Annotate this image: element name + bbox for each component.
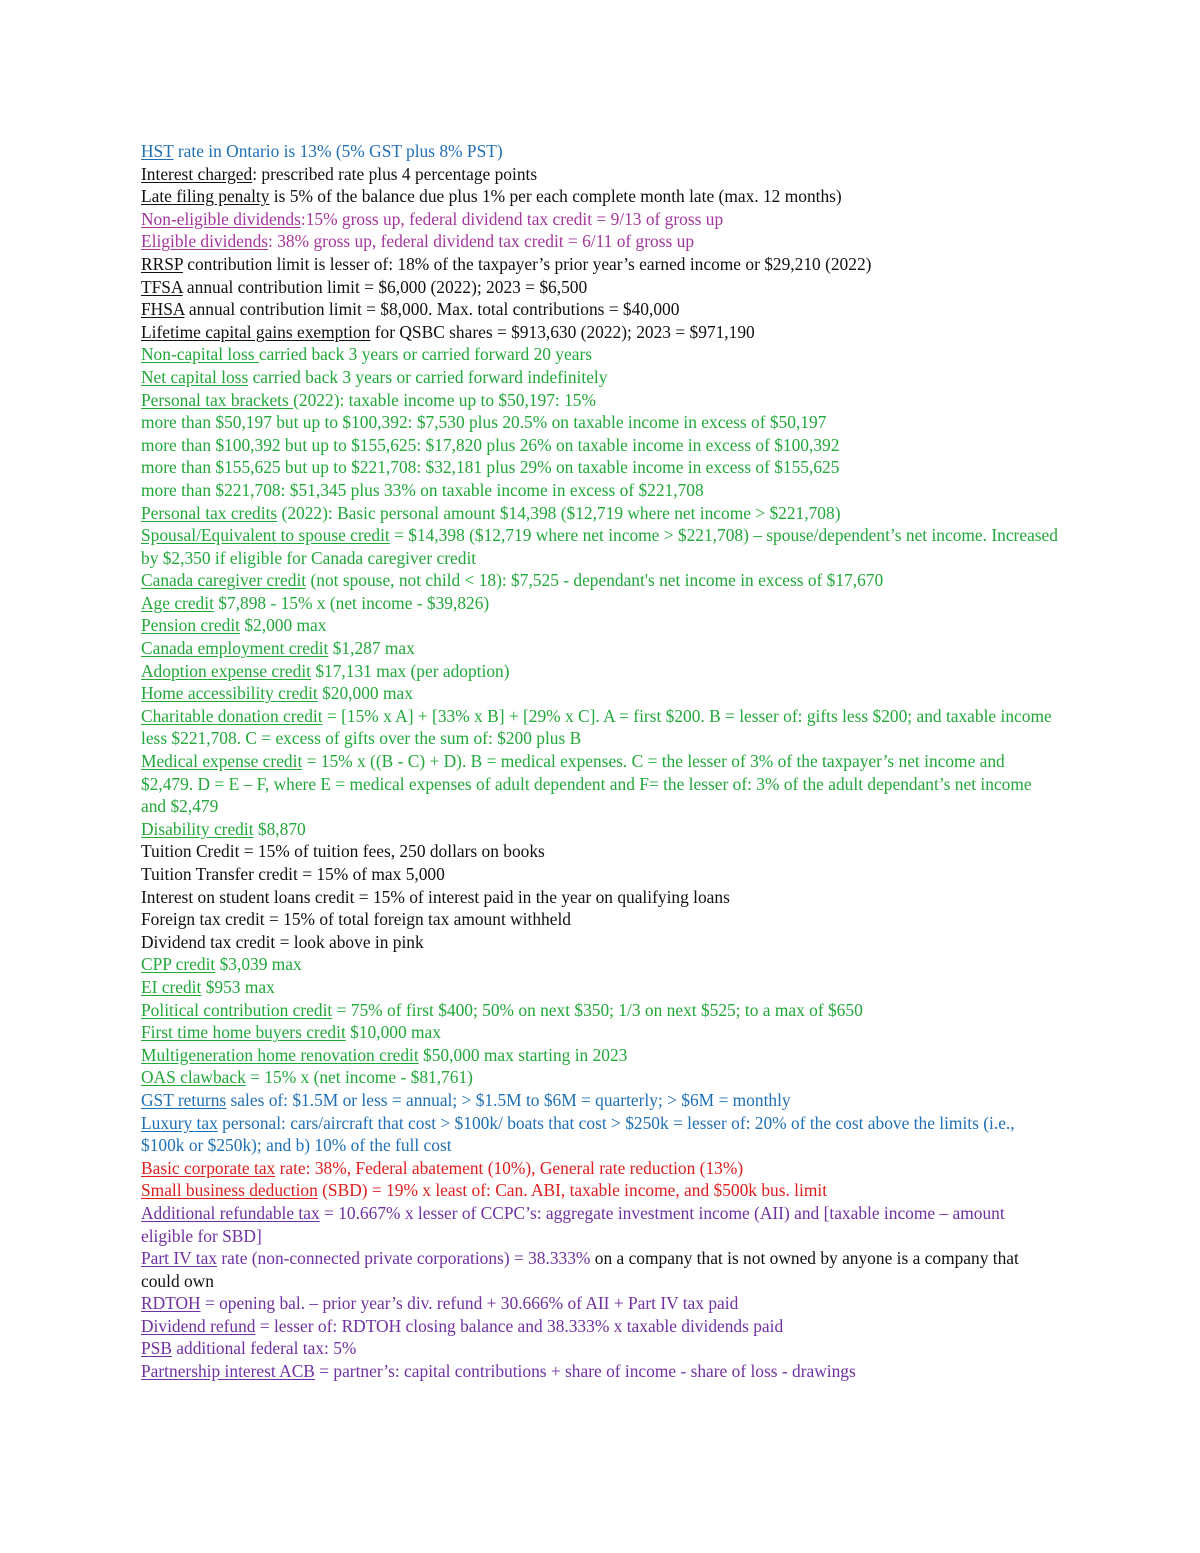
text-line <box>141 886 1061 909</box>
term-label: Non-eligible dividends <box>141 208 301 229</box>
term-label: Net capital loss <box>141 366 249 387</box>
term-label: Disability credit <box>141 818 254 839</box>
term-description: = 15% x ((B - C) + D). B = medical expenses. C = the lesser of 3% of the taxpayer’s net income and $2,479. D = E – F, where E = medical expenses of adult dependent and F= the lesser of: 3% of the adult dependant’s net income and $2,479 <box>141 751 1032 817</box>
text-line <box>141 953 1061 976</box>
term-label: Lifetime capital gains exemption <box>141 321 371 342</box>
text-line <box>141 976 1061 999</box>
term-label: TFSA <box>141 276 183 297</box>
text-line <box>141 1021 1061 1044</box>
text-line <box>141 230 1061 253</box>
text-line <box>141 321 1061 344</box>
text-line <box>141 1360 1061 1383</box>
term-label: Part IV tax <box>141 1248 217 1269</box>
term-label: Personal tax brackets <box>141 389 294 410</box>
term-description: carried back 3 years or carried forward 20 years <box>258 344 592 365</box>
text-line <box>141 569 1061 592</box>
term-description: = [15% x A] + [33% x B] + [29% x C]. A = first $200. B = lesser of: gifts less $200; and taxable income less $221,708. C = excess of gifts over the sum of: $200 plus B <box>141 705 1052 749</box>
term-label: Late filing penalty <box>141 186 270 207</box>
term-label: Dividend refund <box>141 1315 256 1336</box>
term-label: Charitable donation credit <box>141 705 323 726</box>
term-description: more than $100,392 but up to $155,625: $17,820 plus 26% on taxable income in excess of $100,392 <box>141 434 840 455</box>
text-line <box>141 1179 1061 1202</box>
text-line <box>141 389 1061 412</box>
term-description: $17,131 max (per adoption) <box>311 660 510 681</box>
text-line <box>141 614 1061 637</box>
term-note: on a company that is not owned by anyone is a company that could own <box>141 1248 1019 1291</box>
term-description: = 10.667% x lesser of CCPC’s: aggregate investment income (AII) and [taxable income – amount eligible for SBD] <box>141 1202 1005 1246</box>
text-line <box>141 1247 1061 1292</box>
text-line <box>141 276 1061 299</box>
term-label: Canada caregiver credit <box>141 570 307 591</box>
text-line <box>141 1112 1061 1157</box>
term-label: FHSA <box>141 299 185 320</box>
text-line <box>141 750 1061 818</box>
term-description: = 15% x (net income - $81,761) <box>245 1067 473 1088</box>
term-description: Tuition Transfer credit = 15% of max 5,000 <box>141 864 445 884</box>
term-description: annual contribution limit = $8,000. Max. total contributions = $40,000 <box>184 299 680 320</box>
term-label: Non-capital loss <box>141 344 259 365</box>
term-description: = $14,398 ($12,719 where net income > $221,708) – spouse/dependent’s net income. Increased by $2,350 if eligible for Canada caregiver credit <box>141 525 1058 568</box>
term-description: annual contribution limit = $6,000 (2022); 2023 = $6,500 <box>182 276 588 297</box>
term-label: HST <box>141 141 174 161</box>
term-description: is 5% of the balance due plus 1% per each complete month late (max. 12 months) <box>269 186 842 207</box>
term-description: carried back 3 years or carried forward indefinitely <box>248 366 608 387</box>
term-description: = opening bal. – prior year’s div. refund + 30.666% of AII + Part IV tax paid <box>200 1293 739 1314</box>
term-description: Foreign tax credit = 15% of total foreign tax amount withheld <box>141 909 571 930</box>
text-line <box>141 524 1061 569</box>
text-line <box>141 163 1061 186</box>
text-line <box>141 705 1061 750</box>
term-description: $2,000 max <box>240 615 327 636</box>
text-line <box>141 343 1061 366</box>
text-line <box>141 253 1061 276</box>
term-description: = partner’s: capital contributions + share of income - share of loss - drawings <box>314 1361 856 1382</box>
term-label: Interest charged <box>141 163 253 184</box>
term-description: Dividend tax credit = look above in pink <box>141 931 424 952</box>
text-line <box>141 502 1061 525</box>
text-line <box>141 682 1061 705</box>
term-description: additional federal tax: 5% <box>171 1338 357 1359</box>
term-description: rate in Ontario is 13% (5% GST plus 8% PST) <box>173 141 503 161</box>
text-line <box>141 298 1061 321</box>
term-label: Age credit <box>141 592 214 613</box>
text-line <box>141 140 1061 163</box>
text-line <box>141 1202 1061 1247</box>
term-label: First time home buyers credit <box>141 1022 346 1043</box>
term-description: :15% gross up, federal dividend tax credit = 9/13 of gross up <box>300 208 724 229</box>
text-line <box>141 1157 1061 1180</box>
text-line <box>141 592 1061 615</box>
term-label: Spousal/Equivalent to spouse credit <box>141 525 390 546</box>
text-line <box>141 1066 1061 1089</box>
term-description: contribution limit is lesser of: 18% of the taxpayer’s prior year’s earned income or $29,210 (2022) <box>182 253 872 274</box>
term-label: Small business deduction <box>141 1180 318 1201</box>
term-label: Additional refundable tax <box>141 1202 320 1223</box>
text-line <box>141 908 1061 931</box>
text-line <box>141 411 1061 434</box>
term-label: RDTOH <box>141 1293 201 1314</box>
text-line <box>141 660 1061 683</box>
term-description: $50,000 max starting in 2023 <box>418 1044 628 1065</box>
term-description: $20,000 max <box>317 683 413 704</box>
term-label: Medical expense credit <box>141 751 303 772</box>
text-line <box>141 999 1061 1022</box>
term-label: Political contribution credit <box>141 999 333 1020</box>
term-description: rate: 38%, Federal abatement (10%), General rate reduction (13%) <box>275 1157 744 1178</box>
term-description: = lesser of: RDTOH closing balance and 38.333% x taxable dividends paid <box>255 1315 784 1336</box>
term-label: CPP credit <box>141 954 216 975</box>
text-line <box>141 434 1061 457</box>
term-label: EI credit <box>141 976 202 997</box>
term-description: (2022): Basic personal amount $14,398 ($12,719 where net income > $221,708) <box>277 502 841 523</box>
text-line <box>141 456 1061 479</box>
term-description: more than $155,625 but up to $221,708: $32,181 plus 29% on taxable income in excess of $155,625 <box>141 457 840 478</box>
term-description: for QSBC shares = $913,630 (2022); 2023 = $971,190 <box>370 321 755 342</box>
term-description: more than $221,708: $51,345 plus 33% on taxable income in excess of $221,708 <box>141 479 704 500</box>
term-label: Eligible dividends <box>141 231 269 252</box>
term-label: Adoption expense credit <box>141 660 311 681</box>
term-label: GST returns <box>141 1089 227 1110</box>
term-label: Partnership interest ACB <box>141 1361 315 1382</box>
term-label: OAS clawback <box>141 1067 246 1088</box>
term-description: $8,870 <box>253 818 306 839</box>
term-description: (not spouse, not child < 18): $7,525 - dependant's net income in excess of $17,670 <box>306 570 884 591</box>
term-label: Basic corporate tax <box>141 1157 276 1178</box>
term-description: personal: cars/aircraft that cost > $100k/ boats that cost > $250k = lesser of: 20% of the cost above the limits (i.e., $100k or $250k); and b) 10% of the full cost <box>141 1112 1015 1156</box>
term-description: (SBD) = 19% x least of: Can. ABI, taxable income, and $500k bus. limit <box>317 1180 828 1201</box>
term-description: $3,039 max <box>215 954 302 975</box>
text-line <box>141 637 1061 660</box>
text-line <box>141 818 1061 841</box>
text-line <box>141 1337 1061 1360</box>
term-label: Luxury tax <box>141 1112 218 1133</box>
text-line <box>141 1089 1061 1112</box>
term-description: : prescribed rate plus 4 percentage points <box>252 163 538 184</box>
term-label: Canada employment credit <box>141 638 329 659</box>
term-description: $953 max <box>201 976 275 997</box>
text-line <box>141 840 1061 863</box>
term-label: Multigeneration home renovation credit <box>141 1044 419 1065</box>
term-description: more than $50,197 but up to $100,392: $7,530 plus 20.5% on taxable income in excess of $50,197 <box>141 412 827 433</box>
text-line <box>141 208 1061 231</box>
text-line <box>141 185 1061 208</box>
text-line <box>141 366 1061 389</box>
term-description: = 75% of first $400; 50% on next $350; 1/3 on next $525; to a max of $650 <box>332 999 863 1020</box>
term-label: RRSP <box>141 253 183 274</box>
term-description: rate (non-connected private corporations) = 38.333% <box>217 1248 591 1269</box>
text-line <box>141 863 1061 886</box>
term-label: Home accessibility credit <box>141 683 318 704</box>
term-label: Personal tax credits <box>141 502 278 523</box>
text-line <box>141 931 1061 954</box>
text-line <box>141 479 1061 502</box>
term-description: (2022): taxable income up to $50,197: 15% <box>293 389 596 410</box>
text-line <box>141 1044 1061 1067</box>
term-description: sales of: $1.5M or less = annual; > $1.5M to $6M = quarterly; > $6M = monthly <box>226 1089 791 1110</box>
term-description: $10,000 max <box>345 1022 441 1043</box>
text-line <box>141 1292 1061 1315</box>
term-description: Tuition Credit = 15% of tuition fees, 250 dollars on books <box>141 841 545 862</box>
term-description: $1,287 max <box>328 638 415 659</box>
tax-reference-sheet <box>141 140 1061 1383</box>
term-label: PSB <box>141 1338 172 1359</box>
term-label: Pension credit <box>141 615 241 636</box>
term-description: : 38% gross up, federal dividend tax credit = 6/11 of gross up <box>268 231 695 252</box>
term-description: Interest on student loans credit = 15% of interest paid in the year on qualifying loans <box>141 886 730 907</box>
text-line <box>141 1315 1061 1338</box>
term-description: $7,898 - 15% x (net income - $39,826) <box>213 592 490 613</box>
